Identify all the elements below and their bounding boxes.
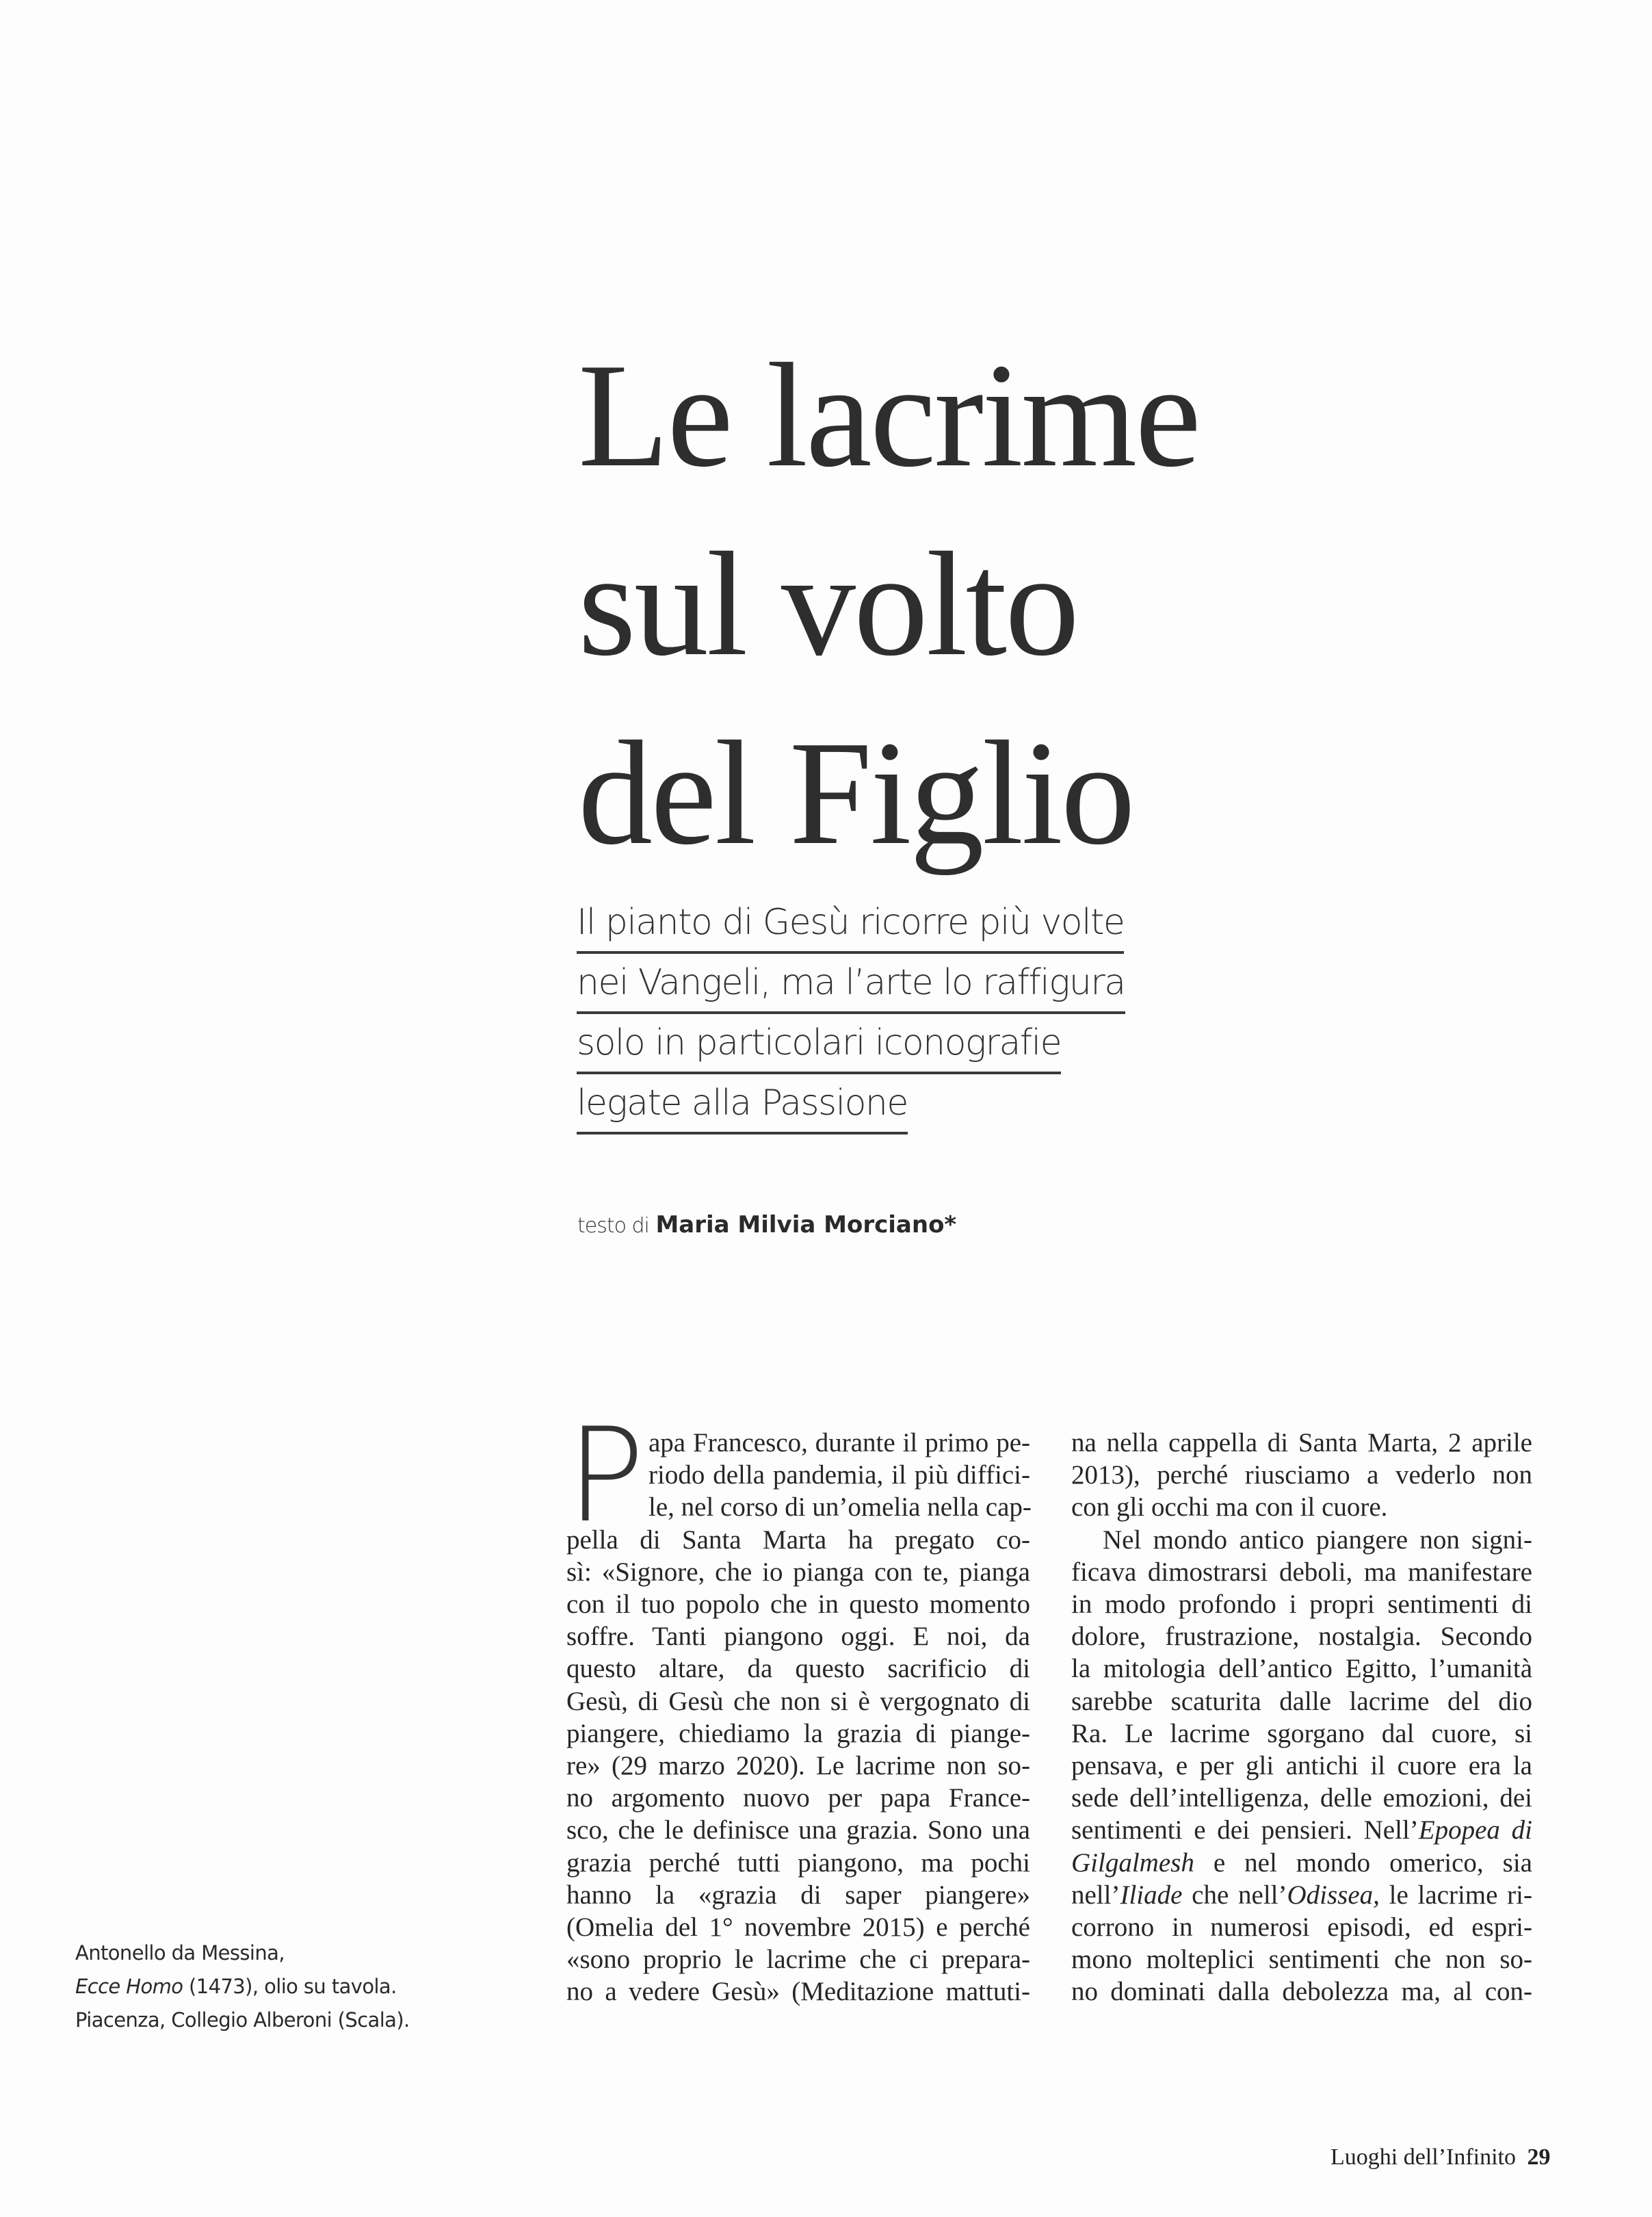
text-fragment: sentimenti e dei pensieri. Nell’ [1071,1815,1419,1845]
text-line: sede dell’intelligenza, delle emozioni, dei [1071,1783,1532,1813]
text-line: con gli occhi ma con il cuore. [1071,1492,1388,1522]
text-line: Ra. Le lacrime sgorgano dal cuore, si [1071,1718,1532,1748]
title-line-1: Le lacrime [578,333,1199,498]
byline-lead: testo di [577,1214,649,1238]
byline [577,1211,956,1239]
text-line [1071,1847,1532,1879]
caption-artwork-details: (1473), olio su tavola. [183,1975,397,1998]
article-title [578,322,1199,888]
text-line [1071,1879,1532,1911]
deck-line-4: legate alla Passione [577,1074,908,1135]
deck-line-1: Il pianto di Gesù ricorre più volte [577,894,1124,954]
text-line: mono molteplici sentimenti che non so- [1071,1945,1532,1975]
image-caption [75,1936,458,2037]
title-line-2: sul volto [578,522,1078,687]
text-line: no argomento nuovo per papa France- [566,1783,1030,1813]
caption-line-2 [75,1970,458,2004]
work-title-iliade: Iliade [1120,1880,1183,1910]
body-column-1 [566,1427,1030,2008]
text-fragment: e nel mondo omerico, sia [1194,1848,1532,1878]
text-line: soffre. Tanti piangono oggi. E noi, da [566,1622,1030,1652]
text-line: sarebbe scaturita dalle lacrime del dio [1071,1686,1532,1716]
text-line: le, nel corso di un’omelia nella cap- [648,1492,1032,1522]
byline-author: Maria Milvia Morciano* [655,1211,957,1239]
text-line: no a vedere Gesù» (Meditazione mattuti- [566,1977,1030,2007]
text-line: na nella cappella di Santa Marta, 2 aprile [1071,1428,1532,1457]
text-line: riodo della pandemia, il più diffici- [648,1460,1030,1490]
text-line: re» (29 marzo 2020). Le lacrime non so- [566,1751,1030,1781]
drop-cap: P [566,1400,645,1551]
text-line: dolore, frustrazione, nostalgia. Secondo [1071,1622,1532,1652]
text-line: pensava, e per gli antichi il cuore era la [1071,1751,1532,1781]
text-fragment: le lacrime ri- [1379,1880,1532,1910]
work-title-odissea: Odissea, [1287,1880,1380,1910]
caption-line-1: Antonello da Messina, [75,1941,285,1965]
work-title-gilgamesh: Gilgalmesh [1071,1848,1194,1878]
text-fragment: che nell’ [1182,1880,1287,1910]
caption-artwork-title: Ecce Homo [75,1975,183,1998]
text-line: la mitologia dell’antico Egitto, l’umanità [1071,1654,1532,1684]
text-line: sco, che le definisce una grazia. Sono una [566,1815,1030,1845]
text-line: no dominati dalla debolezza ma, al con- [1071,1977,1532,2007]
text-line [1071,1814,1532,1846]
page-number: 29 [1527,2144,1551,2170]
body-column-2 [1071,1427,1532,2008]
text-line: piangere, chiediamo la grazia di piange- [566,1718,1030,1748]
text-line: (Omelia del 1° novembre 2015) e perché [566,1913,1030,1943]
text-line: questo altare, da questo sacrificio di [566,1654,1030,1684]
text-line: 2013), perché riusciamo a vederlo non [1071,1460,1532,1490]
text-line: Nel mondo antico piangere non signi- [1103,1525,1532,1555]
text-line: pella di Santa Marta ha pregato co- [566,1525,1030,1555]
work-title-epopea: Epopea di [1418,1815,1532,1845]
text-line: corrono in numerosi episodi, ed espri- [1071,1913,1532,1943]
text-fragment: nell’ [1071,1880,1120,1910]
text-line: ficava dimostrarsi deboli, ma manifestare [1071,1557,1532,1587]
text-line: «sono proprio le lacrime che ci prepara- [566,1945,1030,1975]
text-line: Gesù, di Gesù che non si è vergognato di [566,1686,1030,1716]
text-line: con il tuo popolo che in questo momento [566,1590,1030,1620]
text-line: grazia perché tutti piangono, ma pochi [566,1848,1030,1878]
caption-line-3: Piacenza, Collegio Alberoni (Scala). [75,2008,410,2032]
publication-name: Luoghi dell’Infinito [1330,2144,1517,2170]
text-line: in modo profondo i propri sentimenti di [1071,1590,1532,1620]
text-line: hanno la «grazia di saper piangere» [566,1880,1030,1910]
title-line-3: del Figlio [578,711,1133,876]
text-line: apa Francesco, durante il primo pe- [648,1428,1030,1457]
text-line: sì: «Signore, che io pianga con te, pianga [566,1557,1030,1587]
page-folio [1330,2144,1551,2170]
deck-line-3: solo in particolari iconografie [577,1014,1061,1074]
deck-line-2: nei Vangeli, ma l’arte lo raffigura [577,954,1125,1014]
article-deck [577,894,1125,1135]
